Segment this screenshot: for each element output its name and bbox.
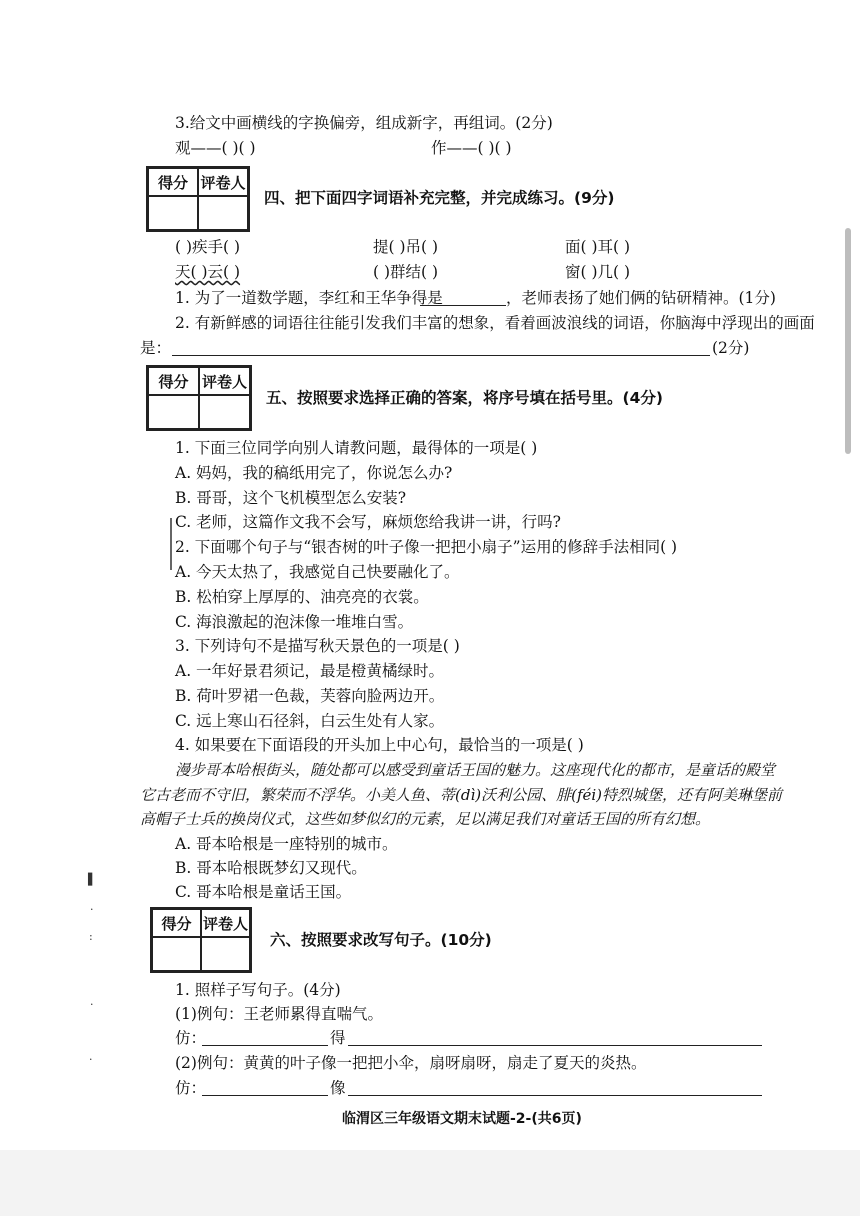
section6-title: 六、按照要求改写句子。(10分) (270, 931, 492, 949)
section5-q1: 1. 下面三位同学向别人请教问题，最得体的一项是( ) (175, 439, 538, 457)
grader-cell (199, 395, 250, 429)
section5-q1-option-a: A. 妈妈，我的稿纸用完了，你说怎么办? (175, 464, 453, 482)
score-box-section4 (146, 166, 250, 232)
idiom-1-3: 面( )耳( ) (565, 238, 631, 256)
section4-q2-points: (2分) (712, 339, 750, 357)
score-label: 得分 (152, 909, 201, 937)
page-footer: 临渭区三年级语文期末试题-2-(共6页) (342, 1111, 582, 1127)
section4-q1-answer-line (420, 305, 506, 306)
section5-q3-option-b: B. 荷叶罗裙一色裁，芙蓉向脸两边开。 (175, 687, 445, 705)
passage-line-3: 高帽子士兵的换岗仪式，这些如梦似幻的元素，足以满足我们对童话王国的所有幻想。 (140, 810, 711, 828)
section5-q3-option-c: C. 远上寒山石径斜，白云生处有人家。 (175, 712, 445, 730)
imitate-blank-2b (348, 1095, 762, 1096)
grader-label: 评卷人 (199, 367, 250, 395)
margin-mark: · (89, 1053, 93, 1066)
imitate-label-2: 仿： (175, 1079, 207, 1097)
grader-label: 评卷人 (198, 168, 248, 196)
score-cell (148, 395, 199, 429)
idiom-2-2: ( )群结( ) (373, 263, 439, 281)
imitate-label-1: 仿： (175, 1029, 207, 1047)
q3-radical-prompt: 3.给文中画横线的字换偏旁，组成新字，再组词。(2分) (175, 114, 553, 132)
idiom-1-1: ( )疾手( ) (175, 238, 241, 256)
score-label: 得分 (148, 168, 198, 196)
section6-example-2: (2)例句：黄黄的叶子像一把把小伞，扇呀扇呀，扇走了夏天的炎热。 (175, 1054, 647, 1072)
grader-cell (198, 196, 248, 230)
idiom-2-1-wavy: 天( )云( ) (175, 263, 241, 281)
section5-q2-option-c: C. 海浪激起的泡沫像一堆堆白雪。 (175, 613, 414, 631)
section6-q1: 1. 照样子写句子。(4分) (175, 981, 341, 999)
margin-mark: · (90, 903, 94, 916)
score-box-section6 (150, 907, 252, 973)
grader-cell (201, 937, 250, 971)
q3-zuo-blank: 作——( )( ) (431, 139, 512, 157)
imitate-mid-2: 像 (330, 1079, 346, 1097)
margin-mark: : (89, 930, 93, 943)
imitate-blank-1b (348, 1045, 762, 1046)
section5-q4-option-b: B. 哥本哈根既梦幻又现代。 (175, 859, 367, 877)
grader-label: 评卷人 (201, 909, 250, 937)
section5-q1-option-c: C. 老师，这篇作文我不会写，麻烦您给我讲一讲，行吗? (175, 513, 561, 531)
viewer-bottom-band (0, 1150, 860, 1216)
section6-example-1: (1)例句：王老师累得直喘气。 (175, 1005, 383, 1023)
passage-line-2: 它古老而不守旧，繁荣而不浮华。小美人鱼、蒂(dì)沃利公园、腓(féi)特烈城堡，还有阿美琳堡前 (140, 786, 783, 804)
section5-q3: 3. 下列诗句不是描写秋天景色的一项是( ) (175, 637, 460, 655)
scrollbar-thumb[interactable] (845, 228, 851, 454)
score-cell (148, 196, 198, 230)
section5-q4-option-c: C. 哥本哈根是童话王国。 (175, 883, 352, 901)
section4-title: 四、把下面四字词语补充完整，并完成练习。(9分) (264, 189, 615, 207)
section5-q2-option-a: A. 今天太热了，我感觉自己快要融化了。 (175, 563, 460, 581)
section4-q1-part1: 1. 为了一道数学题，李红和王华争得是 (175, 289, 443, 307)
margin-bar (170, 518, 172, 570)
q3-guan-blank: 观——( )( ) (175, 139, 256, 157)
score-cell (152, 937, 201, 971)
idiom-1-2: 提( )吊( ) (373, 238, 439, 256)
section5-q4-option-a: A. 哥本哈根是一座特别的城市。 (175, 835, 398, 853)
margin-mark: ▌ (88, 873, 97, 886)
passage-line-1: 漫步哥本哈根街头，随处都可以感受到童话王国的魅力。这座现代化的都市，是童话的殿堂 (175, 761, 776, 779)
score-label: 得分 (148, 367, 199, 395)
section5-title: 五、按照要求选择正确的答案，将序号填在括号里。(4分) (266, 389, 663, 407)
section5-q4: 4. 如果要在下面语段的开头加上中心句，最恰当的一项是( ) (175, 736, 584, 754)
section4-q2-answer-line (172, 355, 710, 356)
idiom-2-3: 窗( )几( ) (565, 263, 631, 281)
section5-q3-option-a: A. 一年好景君须记，最是橙黄橘绿时。 (175, 662, 445, 680)
margin-mark: · (90, 998, 94, 1011)
score-box-section5 (146, 365, 252, 431)
section5-q2-option-b: B. 松柏穿上厚厚的、油亮亮的衣裳。 (175, 588, 429, 606)
imitate-mid-1: 得 (330, 1029, 346, 1047)
section5-q1-option-b: B. 哥哥，这个飞机模型怎么安装? (175, 489, 407, 507)
imitate-blank-2a (202, 1095, 328, 1096)
section4-q1-part2: ，老师表扬了她们俩的钻研精神。(1分) (506, 289, 776, 307)
imitate-blank-1a (202, 1045, 328, 1046)
section4-q2-part2: 是： (140, 339, 172, 357)
section4-q2-part1: 2. 有新鲜感的词语往往能引发我们丰富的想象，看着画波浪线的词语，你脑海中浮现出的画面 (175, 314, 815, 332)
section5-q2: 2. 下面哪个句子与“银杏树的叶子像一把把小扇子”运用的修辞手法相同( ) (175, 538, 678, 556)
